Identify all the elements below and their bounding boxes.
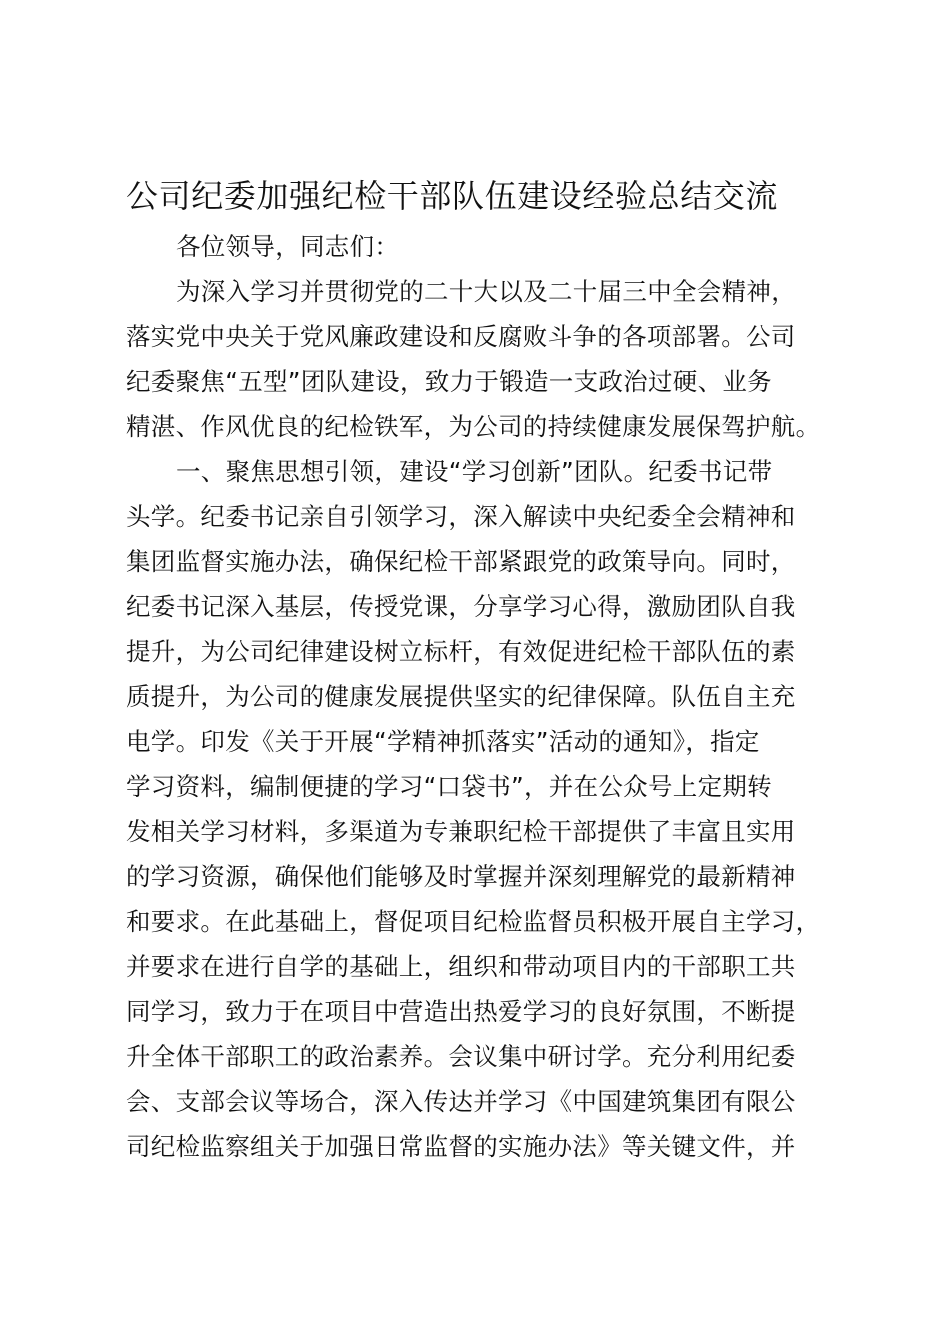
paragraph-line: 头学。纪委书记亲自引领学习，深入解读中央纪委全会精神和	[126, 502, 796, 531]
paragraph-line: 会、支部会议等场合，深入传达并学习《中国建筑集团有限公	[126, 1087, 796, 1116]
paragraph-line: 的学习资源，确保他们能够及时掌握并深刻理解党的最新精神	[126, 862, 796, 891]
paragraph-line: 一、聚焦思想引领，建设“学习创新”团队。纪委书记带	[176, 457, 773, 486]
paragraph-line: 司纪检监察组关于加强日常监督的实施办法》等关键文件，并	[126, 1132, 796, 1161]
document-title: 公司纪委加强纪检干部队伍建设经验总结交流	[126, 177, 779, 215]
document-body	[126, 224, 821, 1169]
paragraph-line: 同学习，致力于在项目中营造出热爱学习的良好氛围，不断提	[126, 997, 796, 1026]
paragraph-line: 为深入学习并贯彻党的二十大以及二十届三中全会精神，	[176, 277, 796, 306]
paragraph-line: 纪委书记深入基层，传授党课，分享学习心得，激励团队自我	[126, 592, 796, 621]
paragraph-line: 电学。印发《关于开展“学精神抓落实”活动的通知》，指定	[126, 727, 760, 756]
paragraph-line: 升全体干部职工的政治素养。会议集中研讨学。充分利用纪委	[126, 1042, 796, 1071]
paragraph-line: 落实党中央关于党风廉政建设和反腐败斗争的各项部署。公司	[126, 322, 796, 351]
paragraph-line: 和要求。在此基础上，督促项目纪检监督员积极开展自主学习，	[126, 907, 821, 936]
paragraph-line: 提升，为公司纪律建设树立标杆，有效促进纪检干部队伍的素	[126, 637, 796, 666]
paragraph-line: 集团监督实施办法，确保纪检干部紧跟党的政策导向。同时，	[126, 547, 796, 576]
paragraph-line: 学习资料，编制便捷的学习“口袋书”，并在公众号上定期转	[126, 772, 772, 801]
paragraph-line: 纪委聚焦“五型”团队建设，致力于锻造一支政治过硬、业务	[126, 367, 772, 396]
paragraph-line: 发相关学习材料，多渠道为专兼职纪检干部提供了丰富且实用	[126, 817, 796, 846]
paragraph-line: 质提升，为公司的健康发展提供坚实的纪律保障。队伍自主充	[126, 682, 796, 711]
salutation-line: 各位领导，同志们：	[176, 232, 400, 261]
paragraph-line: 精湛、作风优良的纪检铁军，为公司的持续健康发展保驾护航。	[126, 412, 821, 441]
paragraph-line: 并要求在进行自学的基础上，组织和带动项目内的干部职工共	[126, 952, 796, 981]
